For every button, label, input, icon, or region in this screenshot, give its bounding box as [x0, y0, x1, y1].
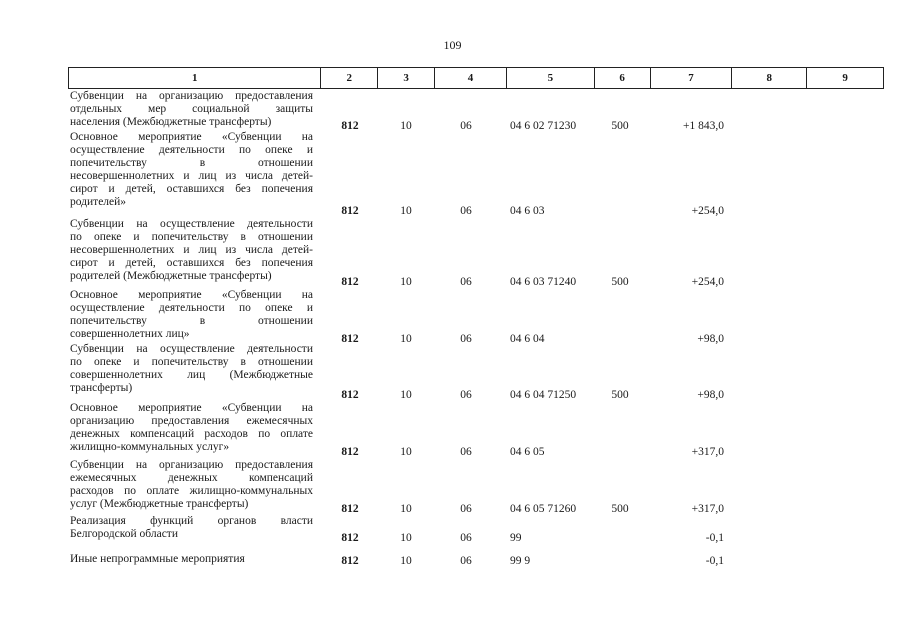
- amount-value: +317,0: [691, 503, 724, 515]
- header-col-7: 7: [650, 68, 732, 88]
- row-description-line: сирот и детей, оставшихся без попечения: [70, 257, 313, 269]
- code-section: 10: [400, 276, 412, 288]
- code-ministry: 812: [341, 205, 359, 217]
- code-subsection: 06: [460, 120, 472, 132]
- row-description-line: осуществление деятельности по опеке и: [70, 302, 313, 314]
- code-expense-type: 500: [611, 503, 629, 515]
- row-description-line: Субвенции на осуществление деятельности: [70, 343, 313, 355]
- row-description-line: по опеке и попечительству в отношении: [70, 231, 313, 243]
- row-description-line: трансферты): [70, 382, 133, 394]
- amount-value: +1 843,0: [683, 120, 724, 132]
- code-subsection: 06: [460, 555, 472, 567]
- code-section: 10: [400, 555, 412, 567]
- row-description-line: Иные непрограммные мероприятия: [70, 553, 245, 565]
- code-subsection: 06: [460, 333, 472, 345]
- code-expense-type: 500: [611, 120, 629, 132]
- row-description-line: Основное мероприятие «Субвенции на: [70, 402, 313, 414]
- code-target-article: 04 6 03: [510, 205, 545, 217]
- table-header: [68, 67, 884, 89]
- row-description-line: Основное мероприятие «Субвенции на: [70, 289, 313, 301]
- row-description-line: родителей (Межбюджетные трансферты): [70, 270, 272, 282]
- amount-value: +98,0: [697, 333, 724, 345]
- code-ministry: 812: [341, 532, 359, 544]
- header-col-4: 4: [434, 68, 506, 88]
- code-subsection: 06: [460, 532, 472, 544]
- row-description-line: организацию предоставления ежемесячных: [70, 415, 313, 427]
- code-target-article: 99: [510, 532, 522, 544]
- code-section: 10: [400, 389, 412, 401]
- code-ministry: 812: [341, 555, 359, 567]
- code-section: 10: [400, 446, 412, 458]
- code-section: 10: [400, 120, 412, 132]
- code-expense-type: 500: [611, 276, 629, 288]
- row-description-line: расходов по оплате жилищно-коммунальных: [70, 485, 313, 497]
- row-description-line: Субвенции на осуществление деятельности: [70, 218, 313, 230]
- row-description-line: сирот и детей, оставшихся без попечения: [70, 183, 313, 195]
- code-subsection: 06: [460, 389, 472, 401]
- header-col-5: 5: [506, 68, 594, 88]
- header-col-3: 3: [377, 68, 434, 88]
- row-description-line: Субвенции на организацию предоставления: [70, 459, 313, 471]
- code-ministry: 812: [341, 503, 359, 515]
- header-col-8: 8: [731, 68, 806, 88]
- row-description-line: совершеннолетних лиц»: [70, 328, 190, 340]
- header-col-9: 9: [806, 68, 883, 88]
- row-description-line: жилищно-коммунальных услуг»: [70, 441, 230, 453]
- row-description-line: родителей»: [70, 196, 127, 208]
- code-subsection: 06: [460, 503, 472, 515]
- row-description-line: несовершеннолетних и лиц из числа детей-: [70, 244, 313, 256]
- amount-value: +254,0: [691, 205, 724, 217]
- amount-value: -0,1: [705, 555, 724, 567]
- code-ministry: 812: [341, 446, 359, 458]
- row-description-line: несовершеннолетних и лиц из числа детей-: [70, 170, 313, 182]
- header-col-6: 6: [594, 68, 650, 88]
- code-expense-type: 500: [611, 389, 629, 401]
- code-subsection: 06: [460, 446, 472, 458]
- amount-value: -0,1: [705, 532, 724, 544]
- code-target-article: 04 6 05 71260: [510, 503, 577, 515]
- code-section: 10: [400, 532, 412, 544]
- row-description-line: попечительству в отношении: [70, 315, 313, 327]
- code-target-article: 04 6 05: [510, 446, 545, 458]
- code-target-article: 04 6 04 71250: [510, 389, 577, 401]
- row-description-line: Основное мероприятие «Субвенции на: [70, 131, 313, 143]
- row-description-line: Субвенции на организацию предоставления: [70, 90, 313, 102]
- row-description-line: отдельных мер социальной защиты: [70, 103, 313, 115]
- code-ministry: 812: [341, 276, 359, 288]
- row-description-line: ежемесячных денежных компенсаций: [70, 472, 313, 484]
- code-subsection: 06: [460, 205, 472, 217]
- code-target-article: 04 6 02 71230: [510, 120, 577, 132]
- code-section: 10: [400, 205, 412, 217]
- code-ministry: 812: [341, 120, 359, 132]
- header-col-2: 2: [320, 68, 377, 88]
- row-description-line: по опеке и попечительству в отношении: [70, 356, 313, 368]
- code-target-article: 99 9: [510, 555, 531, 567]
- row-description-line: Белгородской области: [70, 528, 178, 540]
- code-ministry: 812: [341, 333, 359, 345]
- code-target-article: 04 6 04: [510, 333, 545, 345]
- row-description-line: осуществление деятельности по опеке и: [70, 144, 313, 156]
- page-number: 109: [443, 38, 462, 52]
- code-ministry: 812: [341, 389, 359, 401]
- amount-value: +254,0: [691, 276, 724, 288]
- amount-value: +317,0: [691, 446, 724, 458]
- header-col-1: 1: [191, 72, 198, 84]
- code-target-article: 04 6 03 71240: [510, 276, 577, 288]
- code-subsection: 06: [460, 276, 472, 288]
- code-section: 10: [400, 503, 412, 515]
- row-description-line: населения (Межбюджетные трансферты): [70, 116, 272, 128]
- code-section: 10: [400, 333, 412, 345]
- row-description-line: попечительству в отношении: [70, 157, 313, 169]
- amount-value: +98,0: [697, 389, 724, 401]
- row-description-line: услуг (Межбюджетные трансферты): [70, 498, 249, 510]
- row-description-line: денежных компенсаций расходов по оплате: [70, 428, 313, 440]
- row-description-line: совершеннолетних лиц (Межбюджетные: [70, 369, 313, 381]
- row-description-line: Реализация функций органов власти: [70, 515, 313, 527]
